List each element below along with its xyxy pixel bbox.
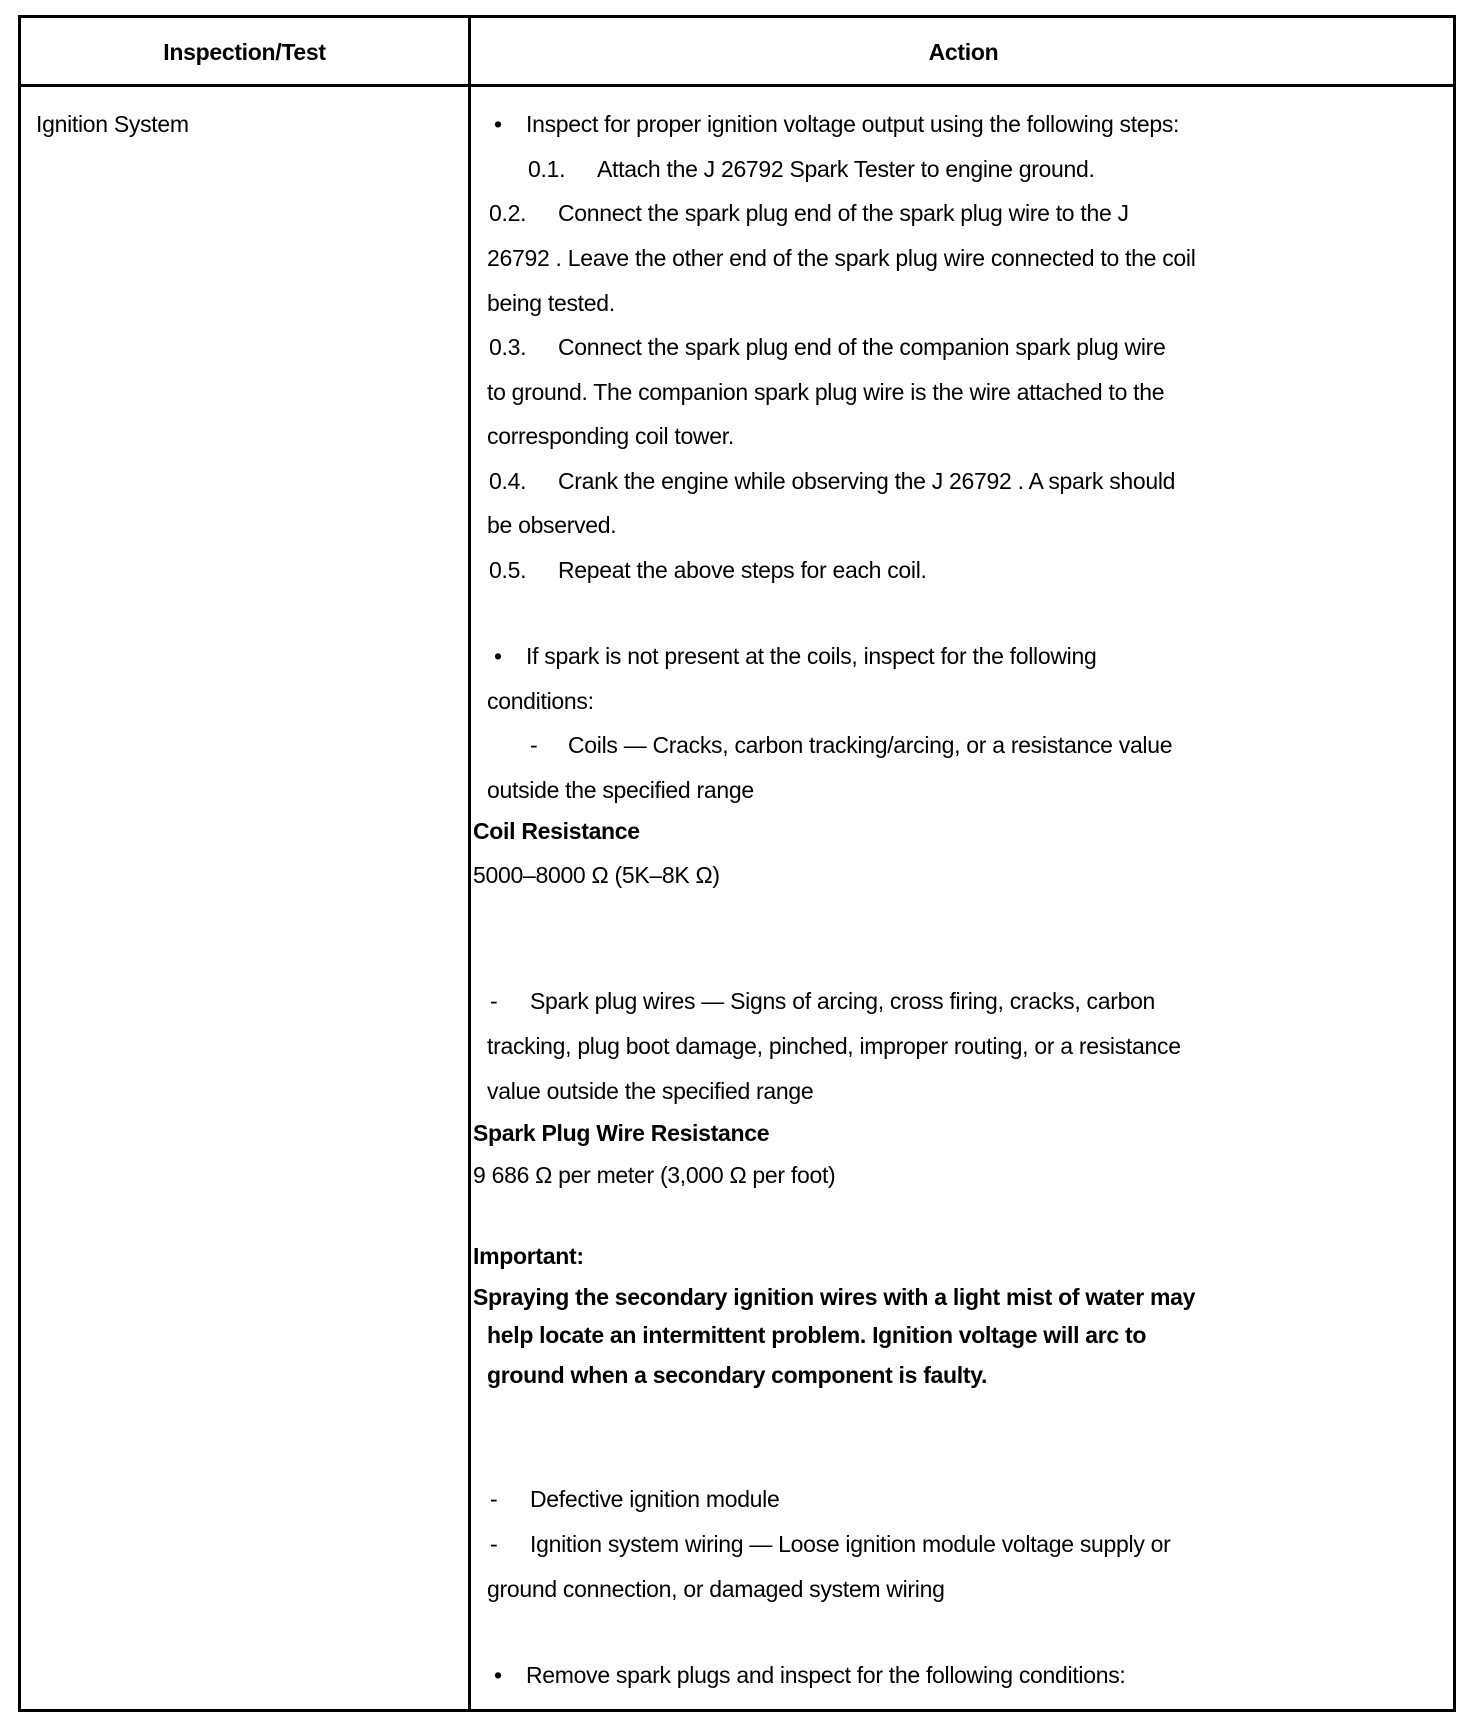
- header-inspection-test: Inspection/Test: [163, 39, 326, 65]
- action-line: -: [490, 988, 498, 1015]
- action-line: ground when a secondary component is faulty.: [487, 1361, 988, 1388]
- action-line: value outside the specified range: [487, 1078, 814, 1105]
- action-line: to ground. The companion spark plug wire is the wire attached to the: [487, 379, 1165, 406]
- action-line: Spraying the secondary ignition wires with a light mist of water may: [473, 1283, 1196, 1310]
- inspection-cell: Ignition System: [36, 111, 189, 137]
- action-line: Coil Resistance: [473, 817, 640, 844]
- action-line: Spark plug wires — Signs of arcing, cross firing, cracks, carbon: [530, 988, 1156, 1015]
- action-line: Connect the spark plug end of the spark plug wire to the J: [558, 200, 1129, 227]
- action-line: outside the specified range: [487, 777, 754, 804]
- action-line: corresponding coil tower.: [487, 423, 734, 450]
- action-line: be observed.: [487, 512, 617, 539]
- action-line: help locate an intermittent problem. Ignition voltage will arc to: [487, 1322, 1147, 1349]
- action-line: 26792 . Leave the other end of the spark plug wire connected to the coil: [487, 245, 1196, 272]
- action-line: •: [494, 643, 502, 670]
- action-line: 0.1.: [528, 156, 566, 183]
- action-line: 0.4.: [489, 468, 527, 495]
- action-line: Defective ignition module: [530, 1486, 780, 1513]
- action-line: Attach the J 26792 Spark Tester to engine ground.: [597, 156, 1095, 183]
- action-line: Ignition system wiring — Loose ignition module voltage supply or: [530, 1531, 1171, 1558]
- header-divider: [18, 84, 1456, 87]
- action-line: 5000–8000 Ω (5K–8K Ω): [473, 861, 720, 888]
- action-line: 0.2.: [489, 200, 527, 227]
- action-line: •: [494, 1661, 502, 1688]
- action-line: ground connection, or damaged system wiring: [487, 1576, 945, 1603]
- action-line: Important:: [473, 1243, 584, 1270]
- action-line: 0.5.: [489, 557, 527, 584]
- action-line: If spark is not present at the coils, inspect for the following: [526, 643, 1097, 670]
- action-line: 9 686 Ω per meter (3,000 Ω per foot): [473, 1161, 836, 1188]
- action-line: conditions:: [487, 688, 594, 715]
- action-line: •: [494, 111, 502, 138]
- action-line: 0.3.: [489, 334, 527, 361]
- action-line: Repeat the above steps for each coil.: [558, 557, 927, 584]
- action-line: -: [490, 1531, 498, 1558]
- action-line: Coils — Cracks, carbon tracking/arcing, or a resistance value: [568, 732, 1173, 759]
- action-line: Remove spark plugs and inspect for the following conditions:: [526, 1661, 1126, 1688]
- action-line: Crank the engine while observing the J 26792 . A spark should: [558, 468, 1176, 495]
- action-line: tracking, plug boot damage, pinched, improper routing, or a resistance: [487, 1033, 1181, 1060]
- action-line: -: [530, 732, 538, 759]
- action-line: -: [490, 1486, 498, 1513]
- action-line: Connect the spark plug end of the companion spark plug wire: [558, 334, 1166, 361]
- column-divider: [468, 15, 471, 1712]
- action-line: being tested.: [487, 290, 615, 317]
- action-line: Spark Plug Wire Resistance: [473, 1120, 770, 1147]
- header-action: Action: [928, 39, 999, 65]
- action-line: Inspect for proper ignition voltage output using the following steps:: [526, 111, 1180, 138]
